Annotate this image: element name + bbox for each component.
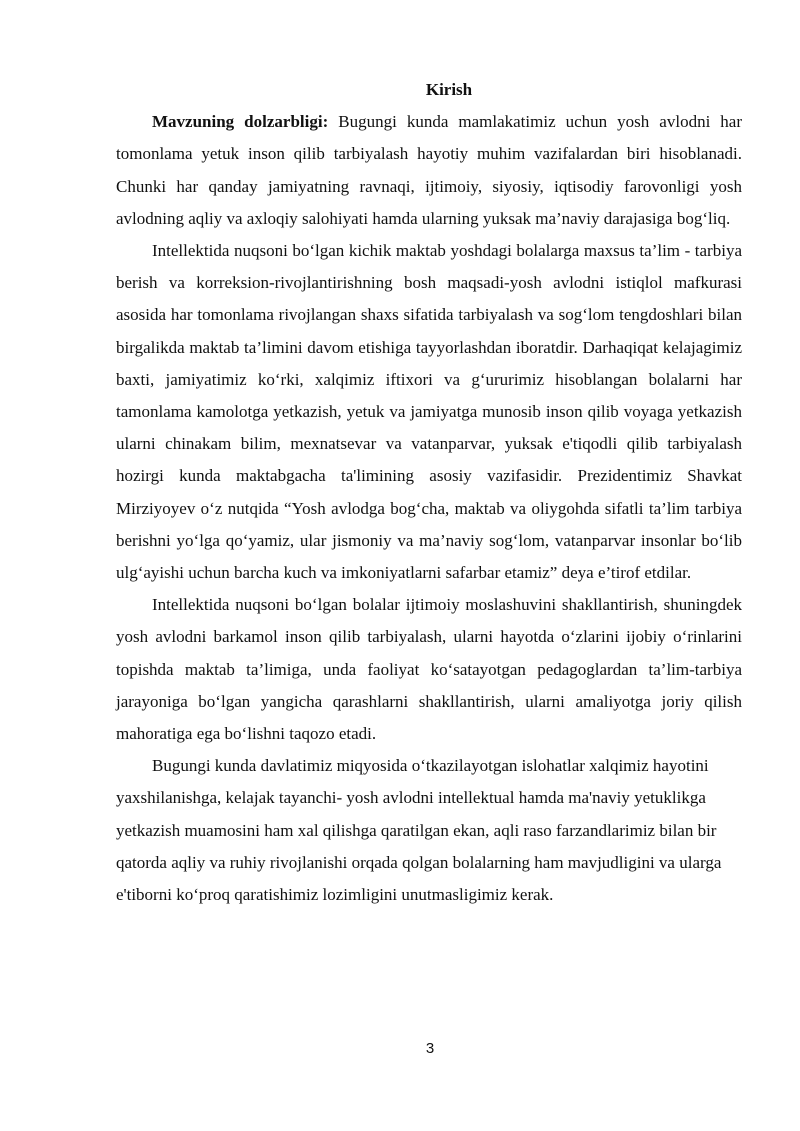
paragraph-goals: Intellektida nuqsoni bo‘lgan kichik maktab yoshdagi bolalarga maxsus ta’lim - tarbiya berish va korreksion-rivojlantirishning bosh maqsadi-yosh avlodni istiqlol mafkurasi asosida har tomonlama rivojlangan shaxs sifatida tarbiyalash va sog‘lom tengdoshlari bilan birgalikda maktab ta’limini davom etishiga tayyorlashdan iboratdir. Darhaqiqat kelajagimiz baxti, jamiyatimiz ko‘rki, xalqimiz iftixori va g‘ururimiz hisoblangan bolalarni har tamonlama kamolotga yetkazish, yetuk va jamiyatga munosib inson qilib voyaga yetkazish ularni chinakam bilim, mexnatsevar va vatanparvar, yuksak e'tiqodli qilib tarbiyalash hozirgi kunda maktabgacha ta'limining asosiy vazifasidir. Prezidentimiz Shavkat Mirziyoyev o‘z nutqida “Yosh avlodga bog‘cha, maktab va oliygohda sifatli ta’lim tarbiya berishni yo‘lga qo‘yamiz, ular jismoniy va ma’naviy sog‘lom, vatanparvar insonlar bo‘lib ulg‘ayishi uchun barcha kuch va imkoniyatlarni safarbar etamiz” deya e’tirof etdilar. [116, 241, 742, 583]
paragraph-reforms: Bugungi kunda davlatimiz miqyosida o‘tkazilayotgan islohatlar xalqimiz hayotini yaxshilanishga, kelajak tayanchi- yosh avlodni intellektual hamda ma'naviy yetuklikga yetkazish muamosini ham xal qilishga qaratilgan ekan, aqli raso farzandlarimiz bilan bir qatorda aqliy va ruhiy rivojlanishi orqada qolgan bolalarning ham mavjudligini va ularga e'tiborni ko‘proq qaratishimiz lozimligini unutmasligimiz kerak. [116, 756, 722, 905]
section-title: Kirish [425, 80, 473, 99]
paragraph-lead: Mavzuning dolzarbligi: [152, 112, 329, 132]
paragraph-text: Bugungi kunda mamlakatimiz uchun yosh avlodni har tomonlama yetuk inson qilib tarbiyalash hayotiy muhim vazifalardan biri hisoblanadi. Chunki har qanday jamiyatning ravnaqi, ijtimoiy, siyosiy, iqtisodiy farovonligi yosh avlodning aqliy va axloqiy salohiyati hamda ularning yuksak ma’naviy darajasiga bog‘liq. [116, 112, 743, 228]
paragraph-relevance [116, 106, 742, 235]
document-body [116, 74, 742, 911]
page-number: 3 [425, 1040, 435, 1057]
paragraph-adaptation: Intellektida nuqsoni bo‘lgan bolalar ijtimoiy moslashuvini shakllantirish, shuningdek yosh avlodni barkamol inson qilib tarbiyalash, ularni hayotda o‘zlarini ijobiy o‘rinlarini topishda maktab ta’limiga, unda faoliyat ko‘satayotgan pedagoglardan ta’lim-tarbiya jarayoniga bo‘lgan yangicha qarashlarni shakllantirish, ularni amaliyotga joriy qilish mahoratiga ega bo‘lishni taqozo etadi. [116, 595, 742, 744]
